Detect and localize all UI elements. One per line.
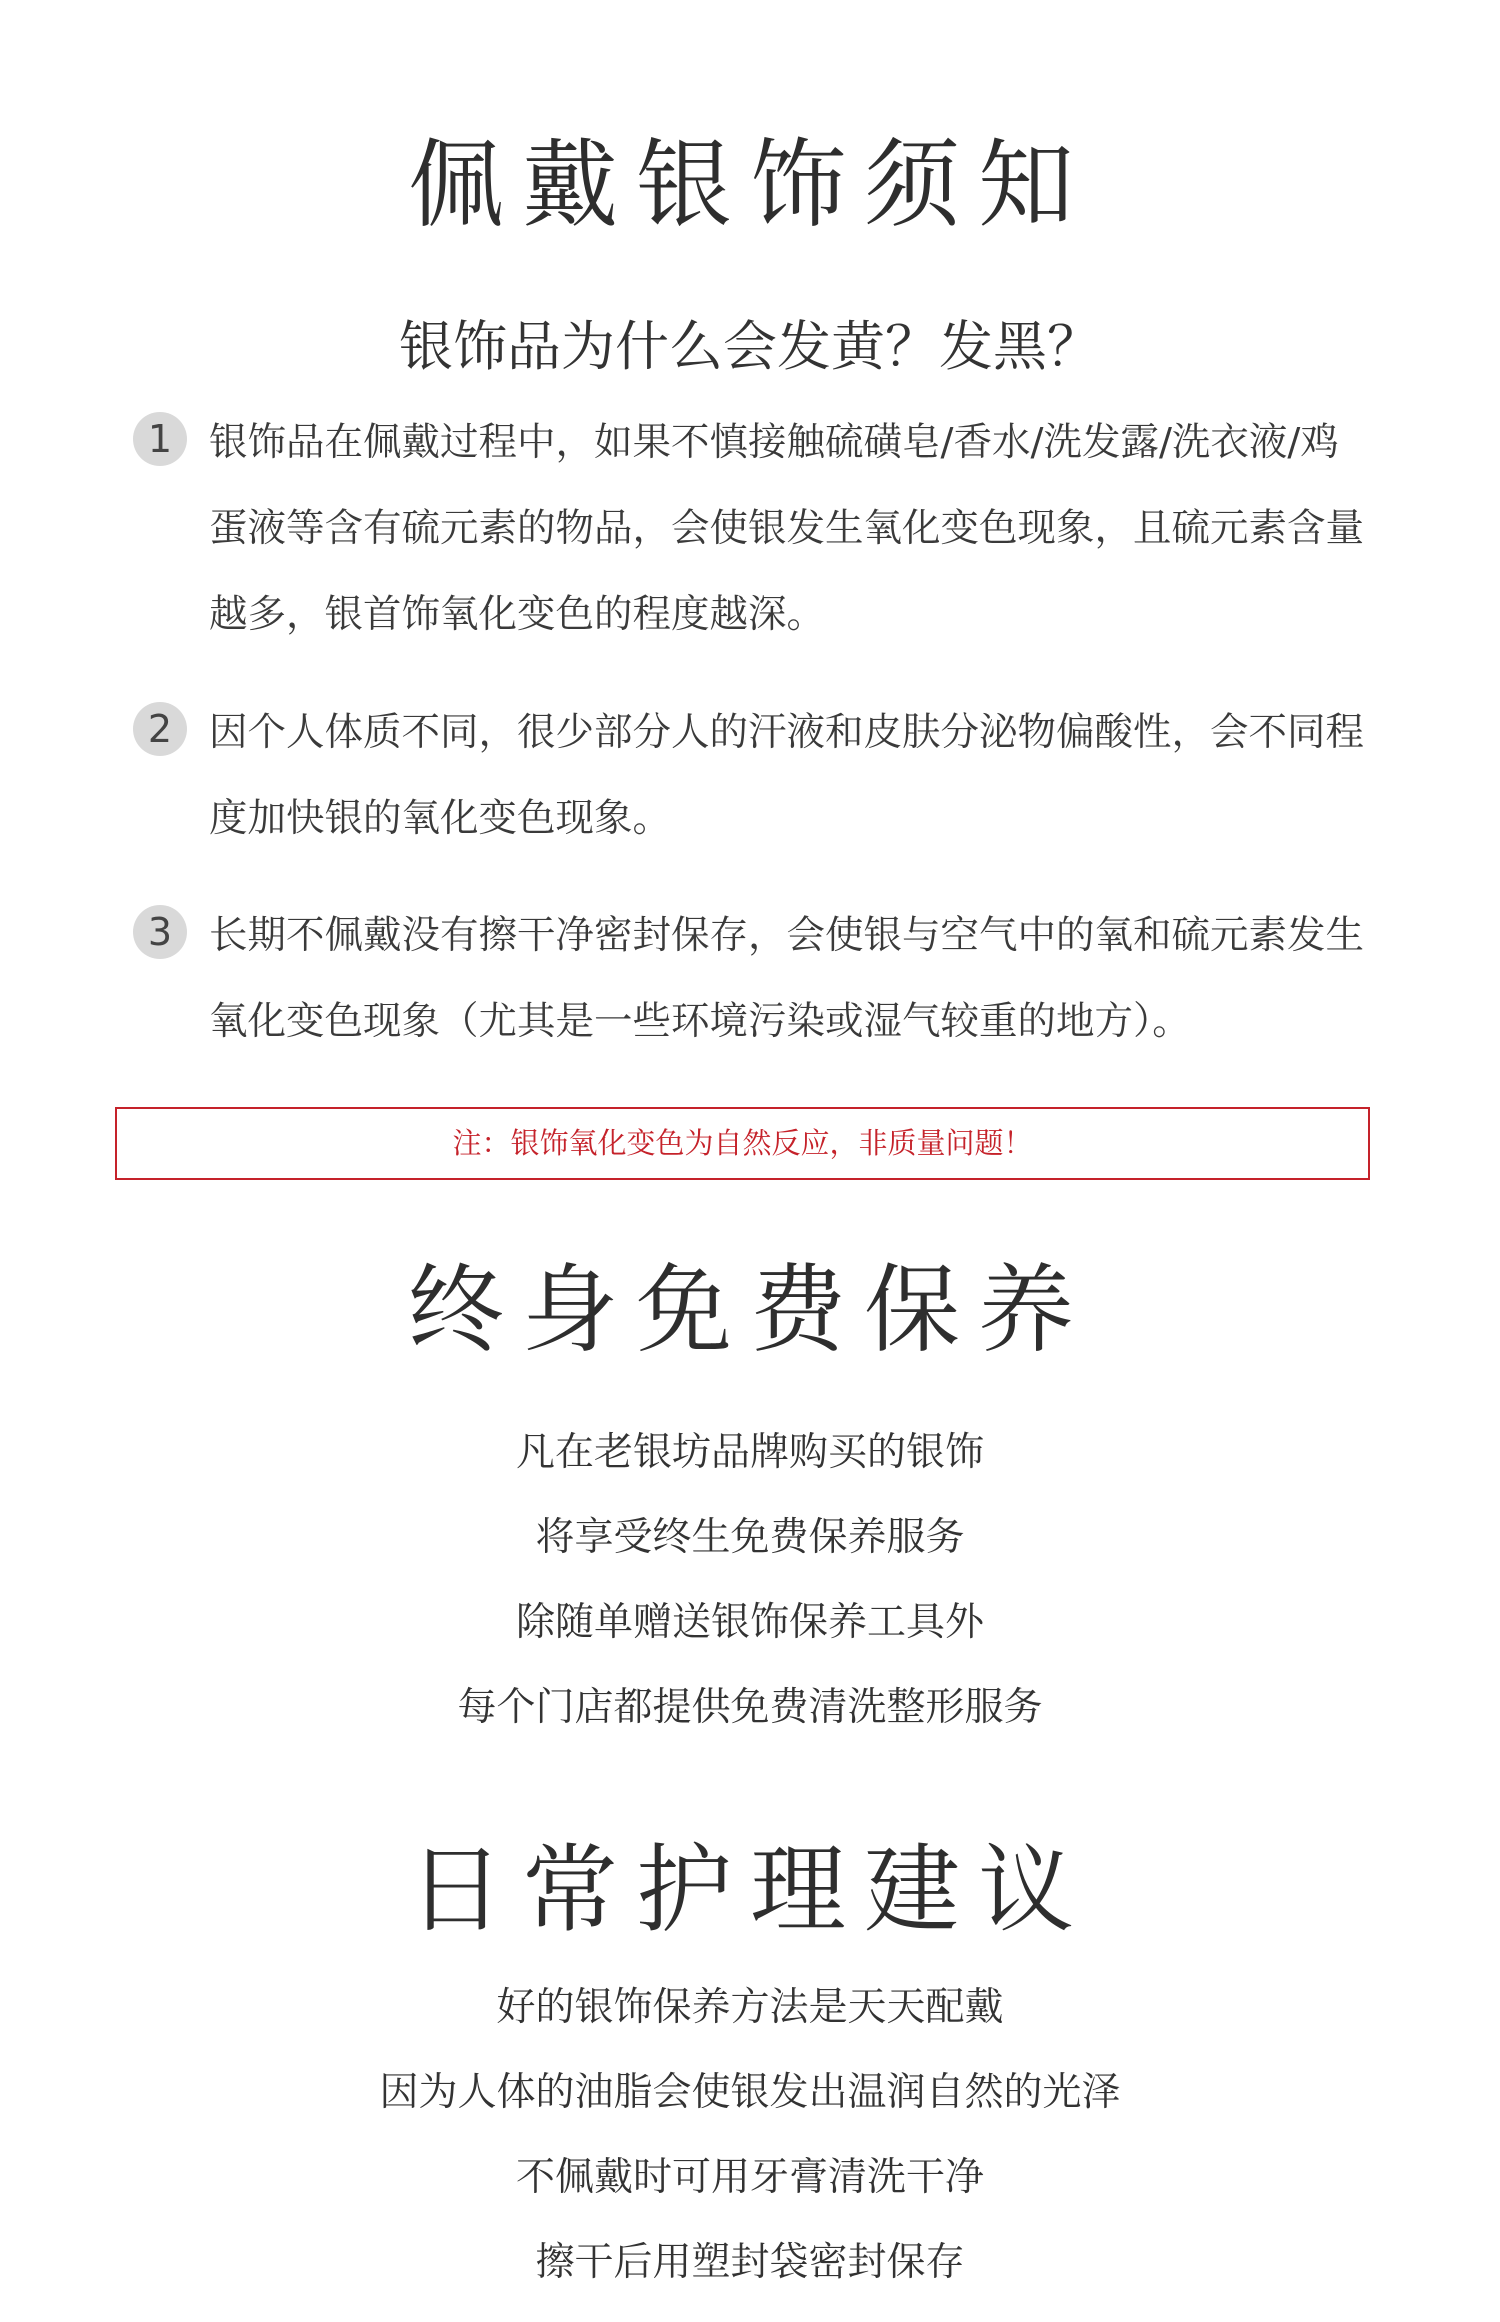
number-badge: 2	[133, 702, 187, 756]
maintenance-lines	[0, 1410, 1500, 1750]
care-lines	[0, 1965, 1500, 2305]
why-tarnish-subtitle: 银饰品为什么会发黄？发黑？	[399, 315, 1101, 378]
text-line: 好的银饰保养方法是天天配戴	[496, 1985, 1004, 2030]
quality-note-box: 注：银饰氧化变色为自然反应，非质量问题！	[115, 1107, 1370, 1180]
text-line: 将享受终生免费保养服务	[535, 1515, 965, 1560]
number-badge: 1	[133, 412, 187, 466]
text-line: 除随单赠送银饰保养工具外	[515, 1600, 984, 1645]
number-badge: 3	[133, 905, 187, 959]
text-line: 不佩戴时可用牙膏清洗干净	[515, 2155, 984, 2200]
lifetime-maintenance-title: 终身免费保养	[408, 1254, 1092, 1366]
text-line: 凡在老银坊品牌购买的银饰	[515, 1430, 984, 1475]
text-line: 每个门店都提供免费清洗整形服务	[457, 1685, 1043, 1730]
list-item-text: 因个人体质不同，很少部分人的汗液和皮肤分泌物偏酸性，会不同程度加快银的氧化变色现象。	[209, 710, 1365, 841]
daily-care-title: 日常护理建议	[408, 1834, 1092, 1946]
list-item-text: 长期不佩戴没有擦干净密封保存，会使银与空气中的氧和硫元素发生氧化变色现象（尤其是一些环境污染或湿气较重的地方）。	[209, 913, 1365, 1044]
text-line: 因为人体的油脂会使银发出温润自然的光泽	[379, 2070, 1121, 2115]
text-line: 擦干后用塑封袋密封保存	[535, 2240, 965, 2285]
list-item-text: 银饰品在佩戴过程中，如果不慎接触硫磺皂/香水/洗发露/洗衣液/鸡蛋液等含有硫元素的物品，会使银发生氧化变色现象，且硫元素含量越多，银首饰氧化变色的程度越深。	[209, 420, 1365, 637]
wearing-notice-title: 佩戴银饰须知	[408, 129, 1092, 241]
